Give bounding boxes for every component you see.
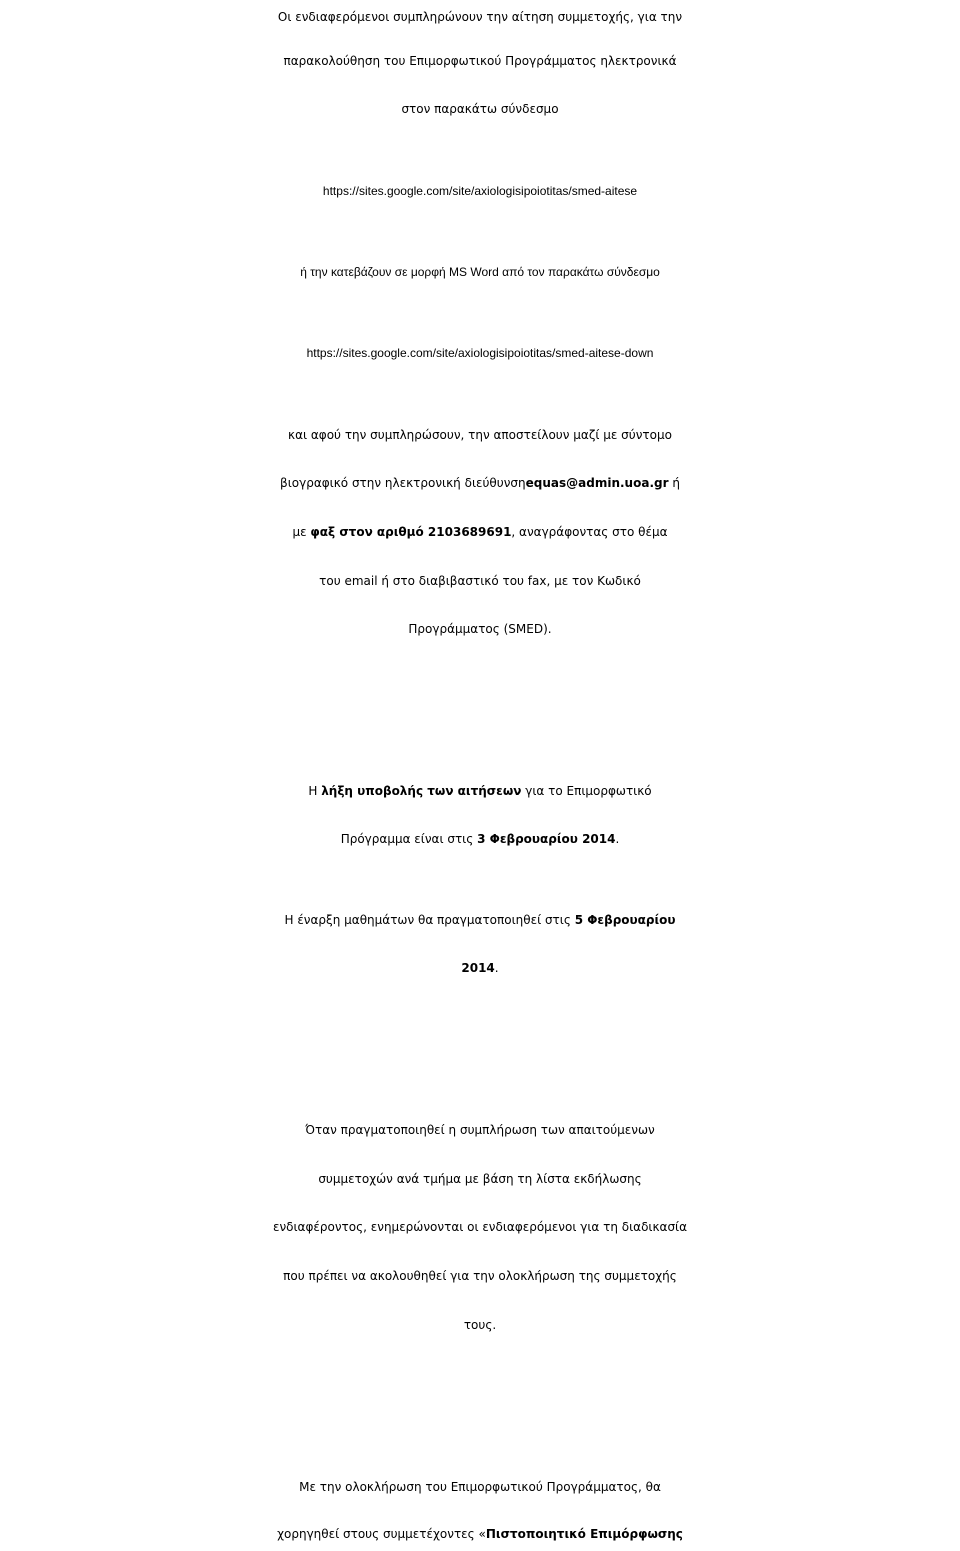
- deadline-line-2: [0, 822, 960, 856]
- start-post: .: [494, 961, 499, 975]
- completion-line-1: [0, 1113, 960, 1147]
- deadline-bold: λήξη υποβολής των αιτήσεων: [321, 784, 522, 798]
- email-link[interactable]: equas@admin.uoa.gr: [525, 476, 669, 490]
- completion-text-5: τους.: [463, 1318, 497, 1332]
- completion-text-4: που πρέπει να ακολουθηθεί για την ολοκλήρωση της συμμετοχής: [283, 1269, 677, 1283]
- fax-number: φαξ στον αριθμό 2103689691: [310, 525, 512, 539]
- certificate-text-2-pre: χορηγηθεί στους συμμετέχοντες «: [277, 1527, 486, 1541]
- submission-text-1: και αφού την συμπληρώσουν, την αποστείλουν μαζί με σύντομο: [288, 428, 672, 442]
- certificate-text-1: Με την ολοκλήρωση του Επιμορφωτικού Προγράμματος, θα: [299, 1480, 661, 1494]
- word-intro-line: [0, 255, 960, 289]
- start-date-2: 2014: [461, 961, 495, 975]
- application-link[interactable]: https://sites.google.com/site/axiologisipoiotitas/smed-aitese: [322, 184, 638, 198]
- completion-text-2: συμμετοχών ανά τμήμα με βάση τη λίστα εκδήλωσης: [318, 1172, 642, 1186]
- submission-line-2: [0, 466, 960, 500]
- certificate-line-1: [0, 1470, 960, 1504]
- completion-text-1: Όταν πραγματοποιηθεί η συμπλήρωση των απαιτούμενων: [305, 1123, 655, 1137]
- completion-line-3: [0, 1210, 960, 1244]
- intro-text-2: παρακολούθηση του Επιμορφωτικού Προγράμματος ηλεκτρονικά: [283, 54, 677, 68]
- intro-text-1: Οι ενδιαφερόμενοι συμπληρώνουν την αίτηση συμμετοχής, για την: [277, 10, 683, 24]
- submission-text-5: Προγράμματος (SMED).: [408, 622, 552, 636]
- start-line-1: [0, 903, 960, 937]
- deadline-pre: Η: [308, 784, 322, 798]
- certificate-title: Πιστοποιητικό Επιμόρφωσης: [485, 1527, 683, 1541]
- intro-line-3: [0, 92, 960, 126]
- completion-line-5: [0, 1308, 960, 1342]
- deadline-post: για το Επιμορφωτικό: [521, 784, 652, 798]
- download-link[interactable]: https://sites.google.com/site/axiologisipoiotitas/smed-aitese-down: [306, 346, 654, 360]
- intro-line-1: [0, 0, 960, 34]
- word-intro-text: ή την κατεβάζουν σε μορφή MS Word από τον παρακάτω σύνδεσμο: [300, 265, 660, 279]
- submission-line-5: [0, 612, 960, 646]
- deadline-line2-pre: Πρόγραμμα είναι στις: [340, 832, 478, 846]
- deadline-line-1: [0, 774, 960, 808]
- submission-line-1: [0, 418, 960, 452]
- intro-line-2: [0, 44, 960, 78]
- application-link-line: [0, 174, 960, 208]
- deadline-line2-post: .: [615, 832, 620, 846]
- completion-line-2: [0, 1162, 960, 1196]
- submission-line-3: [0, 515, 960, 549]
- start-line-2: [0, 951, 960, 985]
- submission-text-4: του email ή στο διαβιβαστικό του fax, με τον Κωδικό: [319, 574, 641, 588]
- download-link-line: [0, 336, 960, 370]
- completion-line-4: [0, 1259, 960, 1293]
- start-date-1: 5 Φεβρουαρίου: [574, 913, 676, 927]
- submission-text-2-post: ή: [668, 476, 680, 490]
- start-pre: Η έναρξη μαθημάτων θα πραγματοποιηθεί στις: [284, 913, 575, 927]
- submission-text-3-post: , αναγράφοντας στο θέμα: [511, 525, 668, 539]
- intro-text-3: στον παρακάτω σύνδεσμο: [401, 102, 559, 116]
- deadline-date: 3 Φεβρουαρίου 2014: [477, 832, 616, 846]
- certificate-line-2: [0, 1517, 960, 1551]
- completion-text-3: ενδιαφέροντος, ενημερώνονται οι ενδιαφερόμενοι για τη διαδικασία: [272, 1220, 688, 1234]
- submission-line-4: [0, 564, 960, 598]
- submission-text-2: βιογραφικό στην ηλεκτρονική διεύθυνση: [280, 476, 526, 490]
- submission-text-3-pre: με: [292, 525, 311, 539]
